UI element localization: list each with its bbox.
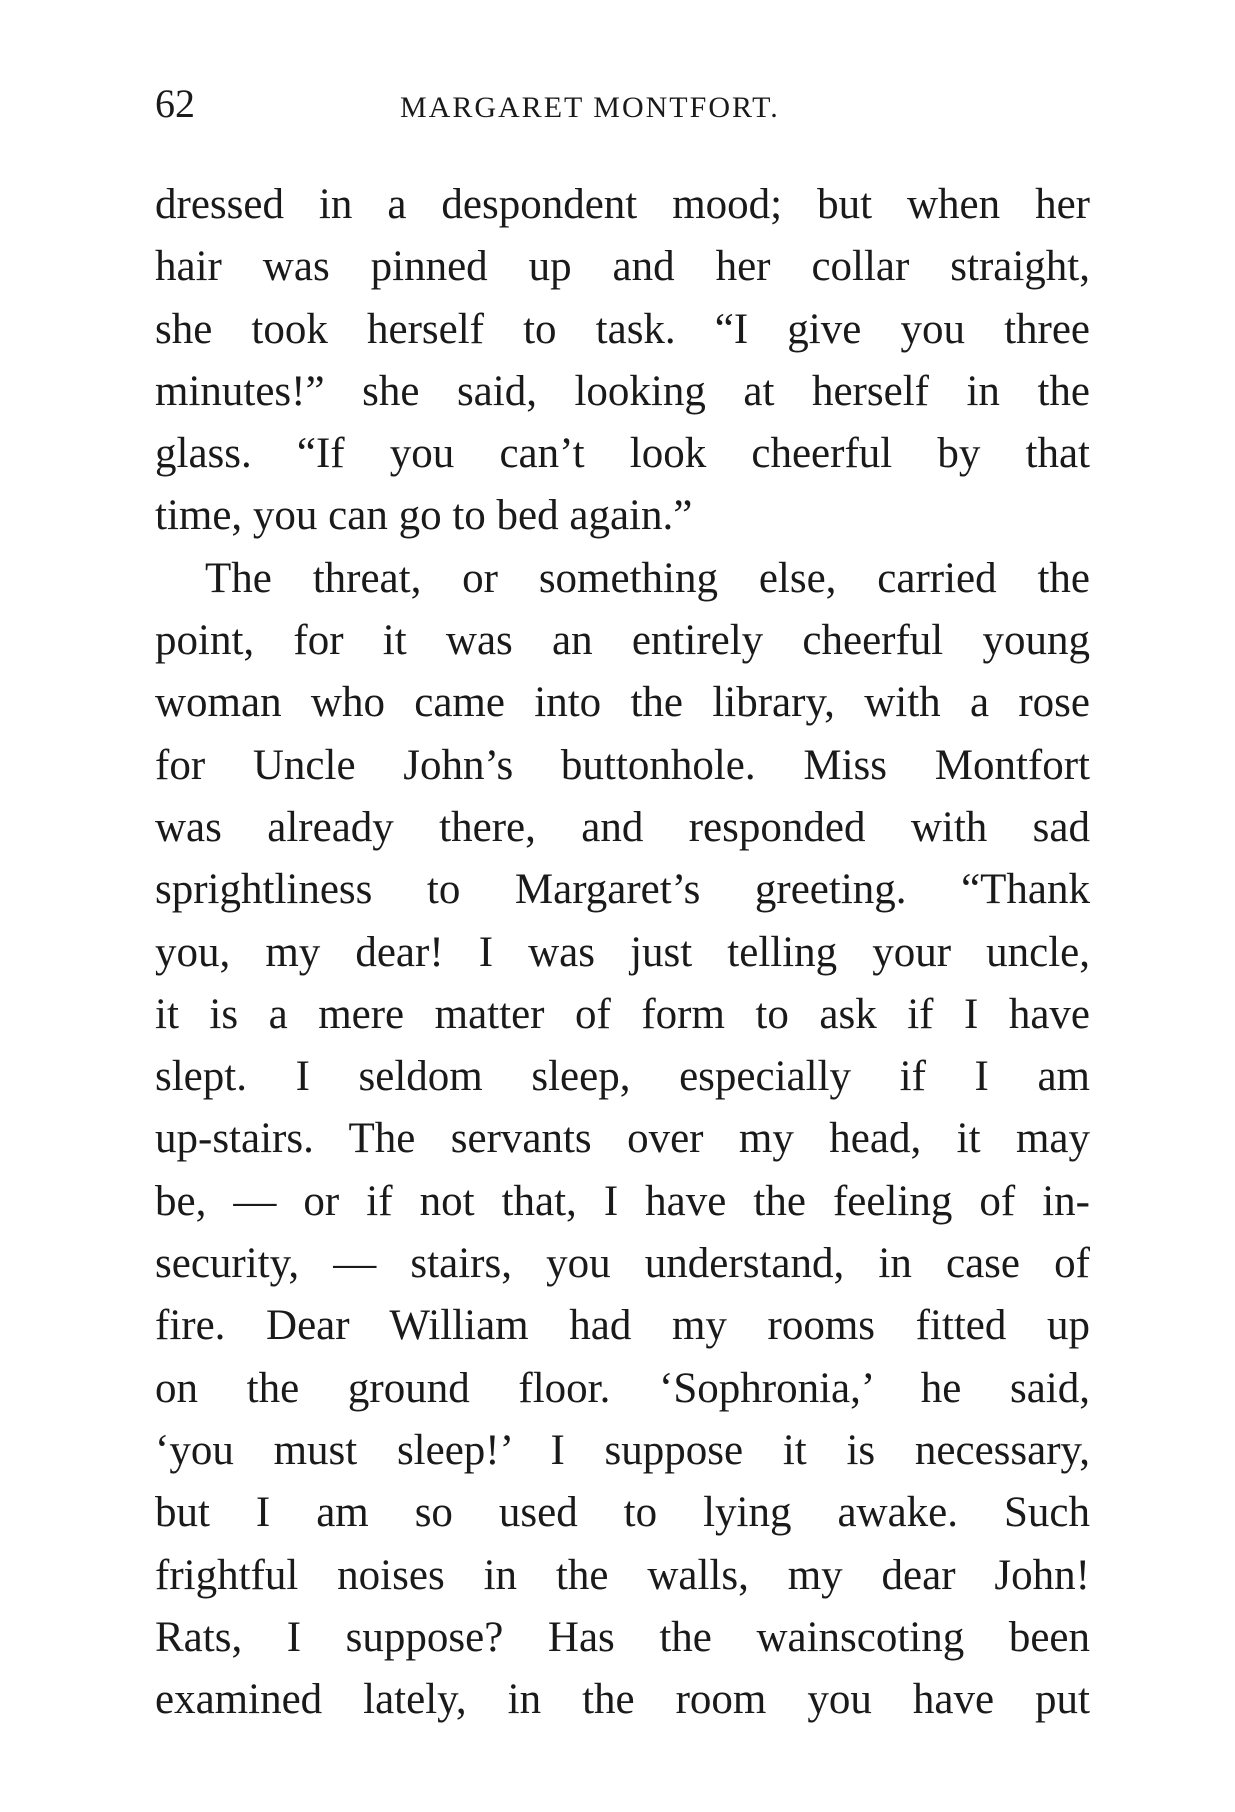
text-line: sprightliness to Margaret’s greeting. “Thank	[155, 866, 1090, 914]
text-line: frightful noises in the walls, my dear John!	[155, 1551, 1090, 1599]
text-line: The threat, or something else, carried the	[205, 554, 1090, 602]
text-line: was already there, and responded with sad	[155, 803, 1090, 851]
text-line: but I am so used to lying awake. Such	[155, 1489, 1090, 1537]
text-line: she took herself to task. “I give you three	[155, 305, 1090, 353]
text-line: dressed in a despondent mood; but when her	[155, 181, 1090, 228]
page-number: 62	[155, 81, 195, 126]
text-line: fire. Dear William had my rooms fitted up	[155, 1302, 1090, 1350]
paragraph-2	[155, 548, 1090, 1732]
body-text	[155, 174, 1090, 1731]
paragraph-1	[155, 174, 1090, 548]
text-line: time, you can go to bed again.”	[155, 492, 693, 540]
text-line: be, — or if not that, I have the feeling of in-	[155, 1177, 1090, 1225]
text-line: ‘you must sleep!’ I suppose it is necessary,	[155, 1426, 1090, 1474]
text-line: Rats, I suppose? Has the wainscoting been	[155, 1613, 1090, 1661]
running-title: MARGARET MONTFORT.	[400, 91, 780, 124]
text-line: minutes!” she said, looking at herself in the	[155, 367, 1090, 415]
text-line: point, for it was an entirely cheerful young	[155, 617, 1090, 665]
text-line: hair was pinned up and her collar straight,	[155, 243, 1090, 291]
text-line: examined lately, in the room you have put	[155, 1676, 1090, 1724]
page-header	[155, 78, 1090, 130]
text-line: slept. I seldom sleep, especially if I am	[155, 1053, 1090, 1101]
text-line: it is a mere matter of form to ask if I have	[155, 990, 1090, 1038]
text-line: glass. “If you can’t look cheerful by that	[155, 430, 1090, 478]
text-line: woman who came into the library, with a rose	[155, 679, 1090, 727]
text-line: security, — stairs, you understand, in case of	[155, 1240, 1090, 1288]
text-line: you, my dear! I was just telling your uncle,	[155, 928, 1090, 976]
text-line: up-stairs. The servants over my head, it may	[155, 1115, 1090, 1163]
text-line: on the ground floor. ‘Sophronia,’ he said,	[155, 1364, 1090, 1412]
text-line: for Uncle John’s buttonhole. Miss Montfort	[155, 741, 1090, 789]
